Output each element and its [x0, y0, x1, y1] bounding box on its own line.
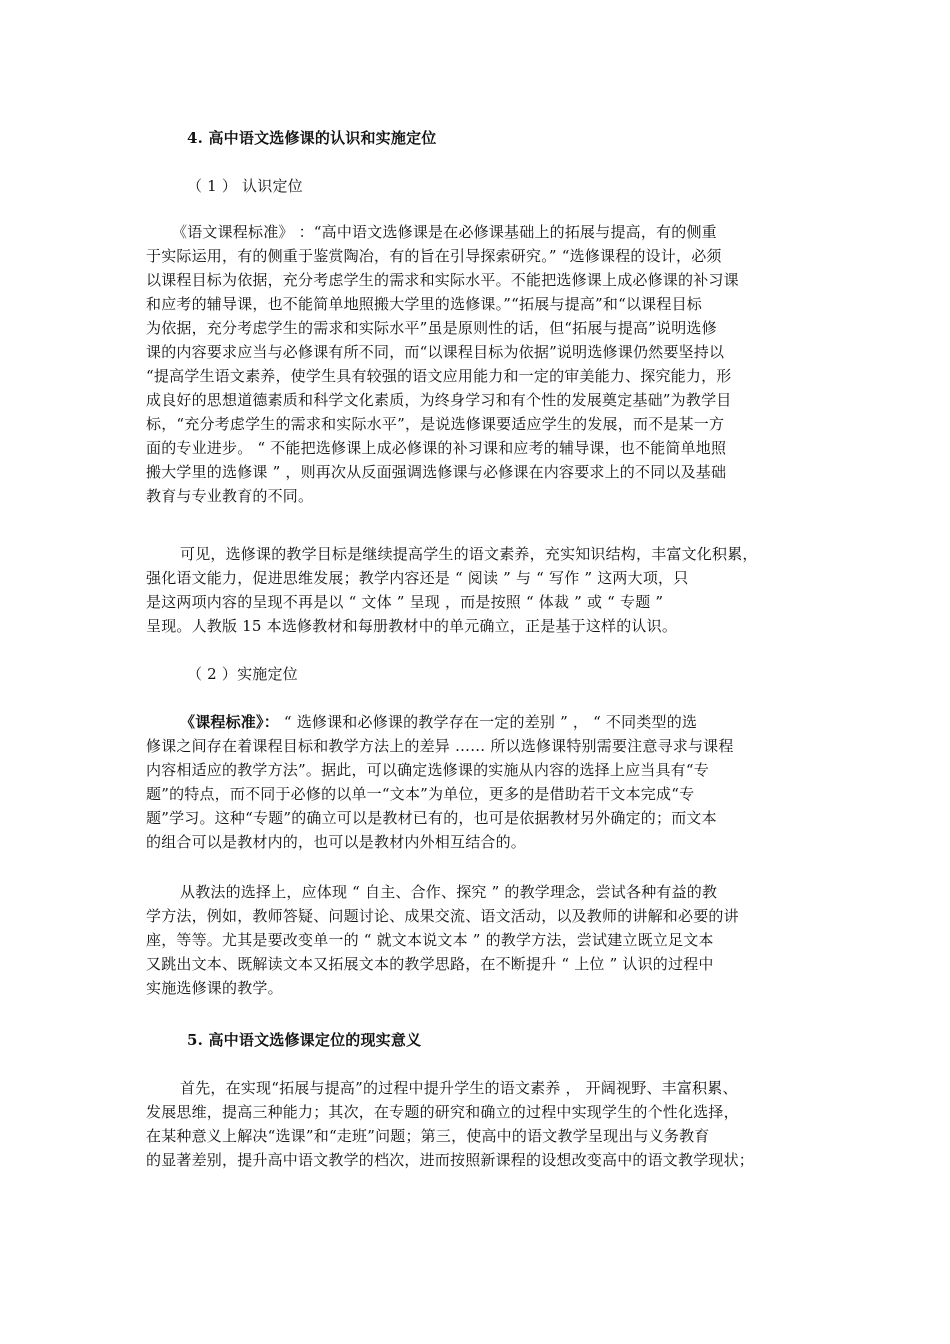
paragraph-line: 在某种意义上解决“选课”和“走班”问题；第三，使高中的语文教学呈现出与义务教育: [146, 1127, 710, 1145]
paragraph-line: 学方法，例如，教师答疑、问题讨论、成果交流、语文活动，以及教师的讲解和必要的讲: [146, 907, 739, 925]
paragraph-line: 呈现。人教版 15 本选修教材和每册教材中的单元确立，正是基于这样的认识。: [146, 617, 678, 635]
paragraph-line: 的显著差别，提升高中语文教学的档次，进而按照新课程的设想改变高中的语文教学现状；: [146, 1151, 755, 1169]
paragraph-line: 修课之间存在着课程目标和教学方法上的差异 …… 所以选修课特别需要注意寻求与课程: [146, 737, 734, 755]
paragraph-line: 成良好的思想道德素质和科学文化素质，为终身学习和有个性的发展奠定基础”为教学目: [146, 391, 732, 409]
paragraph-line: 《语文课程标准》 ：“高中语文选修课是在必修课基础上的拓展与提高，有的侧重: [172, 223, 717, 241]
paragraph-line: 以课程目标为依据，充分考虑学生的需求和实际水平。不能把选修课上成必修课的补习课: [146, 271, 739, 289]
paragraph-line: 的组合可以是教材内的，也可以是教材内外相互结合的。: [146, 833, 527, 851]
paragraph-line: 座，等等。尤其是要改变单一的 “ 就文本说文本 ” 的教学方法，尝试建立既立足文本: [146, 931, 714, 949]
paragraph-line: 题”的特点，而不同于必修的以单一“文本”为单位，更多的是借助若干文本完成“专: [146, 785, 695, 803]
paragraph-line: 课的内容要求应当与必修课有所不同，而“以课程目标为依据”说明选修课仍然要坚持以: [146, 343, 725, 361]
paragraph-line: 强化语文能力，促进思维发展；教学内容还是 “ 阅读 ” 与 “ 写作 ” 这两大项，只: [146, 569, 689, 587]
subsection-2-heading: （ 2 ）实施定位: [187, 665, 298, 683]
paragraph-line: 发展思维，提高三种能力；其次，在专题的研究和确立的过程中实现学生的个性化选择，: [146, 1103, 739, 1121]
section-4-heading: 4. 高中语文选修课的认识和实施定位: [187, 129, 437, 147]
paragraph-line: 又跳出文本、既解读文本又拓展文本的教学思路，在不断提升 “ 上位 ” 认识的过程中: [146, 955, 714, 973]
paragraph-line: 教育与专业教育的不同。: [146, 487, 314, 505]
paragraph-line: 题”学习。这种“专题”的确立可以是教材已有的，也可是依据教材另外确定的；而文本: [146, 809, 717, 827]
section-5-heading: 5. 高中语文选修课定位的现实意义: [187, 1031, 422, 1049]
paragraph-line: “提高学生语文素养，使学生具有较强的语文应用能力和一定的审美能力、探究能力，形: [146, 367, 732, 385]
paragraph-line: 于实际运用，有的侧重于鉴赏陶冶，有的旨在引导探索研究。” “选修课程的设计，必须: [146, 247, 722, 265]
paragraph-line: 和应考的辅导课，也不能简单地照搬大学里的选修课。”“拓展与提高”和“以课程目标: [146, 295, 702, 313]
paragraph-text: “ 选修课和必修课的教学存在一定的差别 ” ， “ 不同类型的选: [278, 713, 698, 731]
course-standard-label: 《课程标准》：: [180, 713, 279, 731]
paragraph-line: 搬大学里的选修课 ” ，则再次从反面强调选修课与必修课在内容要求上的不同以及基础: [146, 463, 727, 481]
subsection-1-heading: （ 1 ） 认识定位: [187, 177, 303, 195]
paragraph-line: 内容相适应的教学方法”。据此，可以确定选修课的实施从内容的选择上应当具有“专: [146, 761, 709, 779]
paragraph-line: 标，“充分考虑学生的需求和实际水平”，是说选修课要适应学生的发展，而不是某一方: [146, 415, 725, 433]
paragraph-line: 可见，选修课的教学目标是继续提高学生的语文素养，充实知识结构，丰富文化积累，: [180, 545, 758, 563]
paragraph-line: 首先，在实现“拓展与提高”的过程中提升学生的语文素养 ， 开阔视野、丰富积累、: [180, 1079, 738, 1097]
paragraph-line: [180, 712, 840, 732]
paragraph-line: 是这两项内容的呈现不再是以 “ 文体 ” 呈现 ，而是按照 “ 体裁 ” 或 “ 专题 ”: [146, 593, 664, 611]
paragraph-line: 从教法的选择上，应体现 “ 自主、合作、探究 ” 的教学理念，尝试各种有益的教: [180, 883, 718, 901]
paragraph-line: 为依据，充分考虑学生的需求和实际水平”虽是原则性的话，但“拓展与提高”说明选修: [146, 319, 717, 337]
paragraph-line: 面的专业进步。 “ 不能把选修课上成必修课的补习课和应考的辅导课，也不能简单地照: [146, 439, 727, 457]
paragraph-line: 实施选修课的教学。: [146, 979, 283, 997]
